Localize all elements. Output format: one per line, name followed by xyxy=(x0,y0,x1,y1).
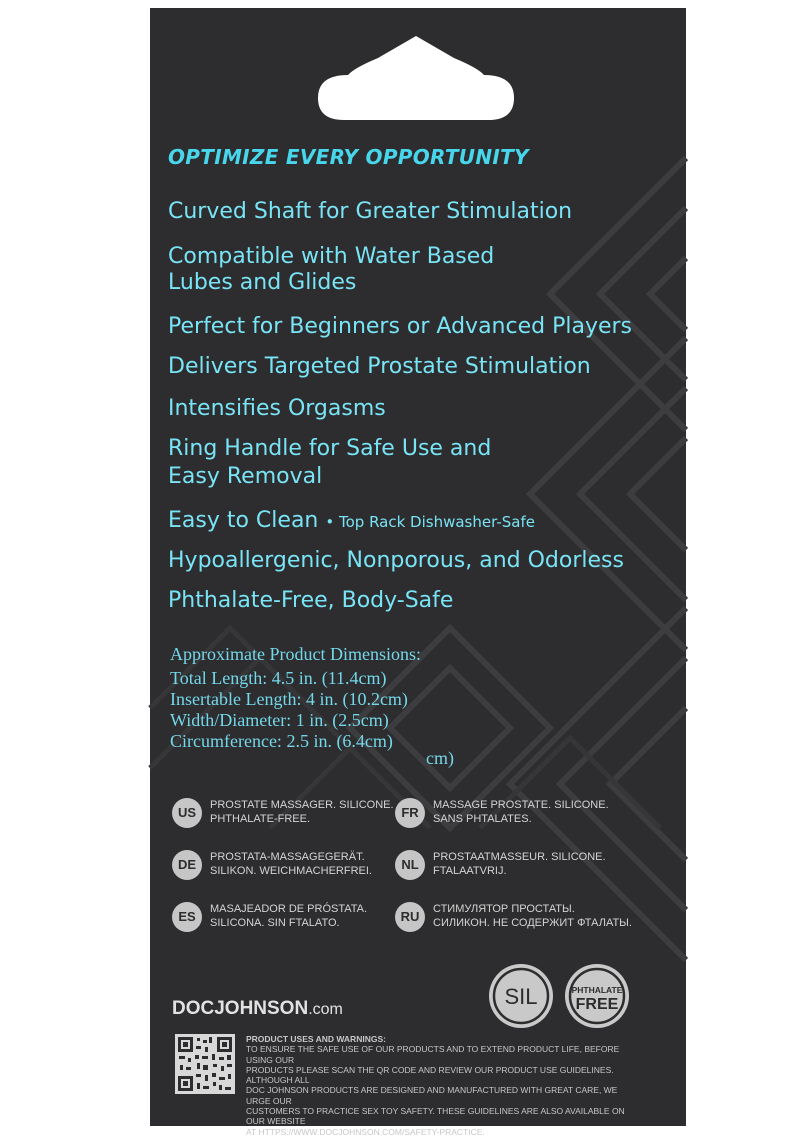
warnings-line: PRODUCTS PLEASE SCAN THE QR CODE AND REVIEW OUR PRODUCT USE GUIDELINES. ALTHOUGH ALL xyxy=(246,1064,614,1086)
feature-orgasms: Intensifies Orgasms xyxy=(168,396,386,421)
language-badge-de: DE xyxy=(172,850,202,880)
warnings-line: TO ENSURE THE SAFE USE OF OUR PRODUCTS AND TO EXTEND PRODUCT LIFE, BEFORE USING OUR xyxy=(246,1044,620,1065)
dimensions-title: Approximate Product Dimensions: xyxy=(170,644,421,664)
language-text-nl: PROSTAATMASSEUR. SILICONE. FTALAATVRIJ. xyxy=(433,851,606,877)
feature-dishwasher-note: • Top Rack Dishwasher-Safe xyxy=(325,513,535,531)
feature-ring-handle-line2: Easy Removal xyxy=(168,464,323,489)
language-text-ru: СТИМУЛЯТОР ПРОСТАТЫ. СИЛИКОН. НЕ СОДЕРЖИТ ФТАЛАТЫ. xyxy=(433,903,632,929)
language-badge-ru: RU xyxy=(395,902,425,932)
phthalate-seal-bottom-label: FREE xyxy=(575,996,619,1013)
dimension-total-length: Total Length: 4.5 in. (11.4cm) xyxy=(170,668,387,688)
qr-code-icon xyxy=(175,1034,235,1094)
language-de xyxy=(172,850,392,890)
feature-prostate: Delivers Targeted Prostate Stimulation xyxy=(168,354,591,379)
phthalate-seal-top-label: PHTHALATE xyxy=(571,985,623,995)
brand-tld: .com xyxy=(308,1001,343,1018)
language-text-de: PROSTATA-MASSAGEGERÄT. SILIKON. WEICHMACHERFREI. xyxy=(210,851,372,877)
language-text-es: MASAJEADOR DE PRÓSTATA. SILICONA. SIN FTALATO. xyxy=(210,903,368,929)
language-text-us: PROSTATE MASSAGER. SILICONE. PHTHALATE-FREE. xyxy=(210,799,394,825)
product-warnings xyxy=(246,1034,636,1137)
phthalate-free-seal-icon xyxy=(564,963,630,1029)
hang-tab-hole xyxy=(318,30,514,120)
feature-compatible-line2: Lubes and Glides xyxy=(168,270,357,295)
dimension-circumference: Circumference: 2.5 in. (6.4cm) xyxy=(170,731,393,751)
language-badge-us: US xyxy=(172,798,202,828)
sil-seal-label: SIL xyxy=(504,984,538,1009)
brand-logo xyxy=(172,998,343,1020)
feature-easy-clean-label: Easy to Clean xyxy=(168,508,319,533)
language-us xyxy=(172,798,392,838)
brand-name: DOCJOHNSON xyxy=(172,998,309,1019)
feature-hypoallergenic: Hypoallergenic, Nonporous, and Odorless xyxy=(168,548,624,573)
language-ru xyxy=(395,902,632,942)
feature-curved-shaft: Curved Shaft for Greater Stimulation xyxy=(168,199,573,224)
package-back-card xyxy=(150,8,686,1137)
feature-easy-clean xyxy=(168,508,535,535)
language-badge-fr: FR xyxy=(395,798,425,828)
language-text-fr: MASSAGE PROSTATE. SILICONE. SANS PHTALATES. xyxy=(433,799,609,825)
language-es xyxy=(172,902,392,942)
dimensions-list xyxy=(170,668,408,752)
dimension-width: Width/Diameter: 1 in. (2.5cm) xyxy=(170,710,389,730)
sil-seal-icon xyxy=(488,963,554,1029)
headline: OPTIMIZE EVERY OPPORTUNITY xyxy=(168,145,529,169)
warnings-line: DOC JOHNSON PRODUCTS ARE DESIGNED AND MANUFACTURED WITH GREAT CARE, WE URGE OUR xyxy=(246,1085,618,1106)
language-fr xyxy=(395,798,615,838)
dimension-cutoff-text: cm) xyxy=(426,748,454,768)
warnings-line: CUSTOMERS TO PRACTICE SEX TOY SAFETY. THESE GUIDELINES ARE ALSO AVAILABLE ON OUR WEBSITE xyxy=(246,1106,625,1127)
warnings-heading: PRODUCT USES AND WARNINGS: xyxy=(246,1034,386,1044)
feature-beginners: Perfect for Beginners or Advanced Players xyxy=(168,314,633,339)
warnings-line: AT HTTPS://WWW.DOCJOHNSON.COM/SAFETY-PRACTICE. xyxy=(246,1126,485,1137)
language-badge-nl: NL xyxy=(395,850,425,880)
feature-ring-handle-line1: Ring Handle for Safe Use and xyxy=(168,436,492,461)
dimension-insertable-length: Insertable Length: 4 in. (10.2cm) xyxy=(170,689,408,709)
language-badge-es: ES xyxy=(172,902,202,932)
language-nl xyxy=(395,850,615,890)
feature-compatible-line1: Compatible with Water Based xyxy=(168,244,495,269)
feature-phthalate-free: Phthalate-Free, Body-Safe xyxy=(168,588,454,613)
